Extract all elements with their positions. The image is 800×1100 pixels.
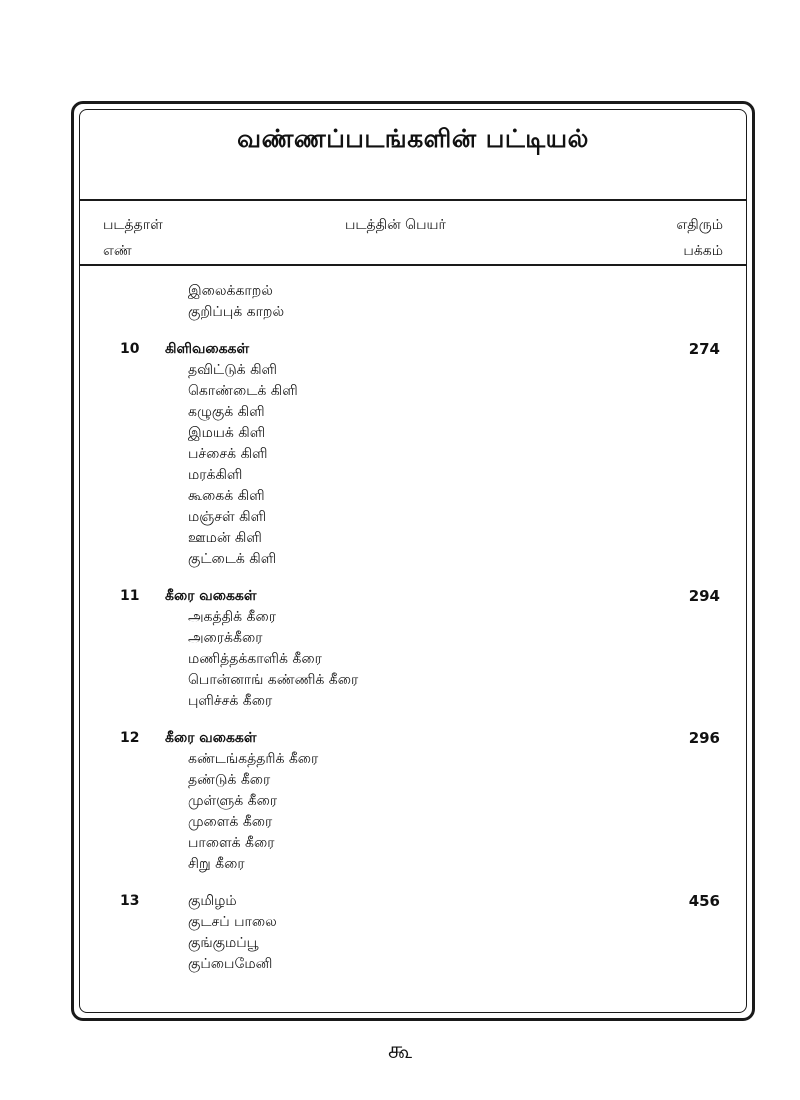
item-name: சிறு கீரை bbox=[188, 856, 245, 872]
item-name: குட்டைக் கிளி bbox=[188, 551, 277, 567]
list-item bbox=[0, 649, 800, 670]
list-item bbox=[0, 670, 800, 691]
list-item bbox=[0, 628, 800, 649]
list-item bbox=[0, 423, 800, 444]
plate-number: 12 bbox=[120, 730, 140, 746]
list-item bbox=[0, 360, 800, 381]
item-name: கூகைக் கிளி bbox=[188, 488, 265, 504]
list-item bbox=[0, 381, 800, 402]
column-header-facing-page bbox=[668, 212, 723, 264]
list-item bbox=[0, 281, 800, 302]
item-name: இமயக் கிளி bbox=[188, 425, 266, 441]
item-name: குறிப்புக் காறல் bbox=[188, 304, 285, 320]
header-top-rule bbox=[80, 199, 746, 201]
list-item bbox=[0, 812, 800, 833]
list-item bbox=[0, 444, 800, 465]
list-item bbox=[0, 607, 800, 628]
page-number: 294 bbox=[688, 587, 720, 605]
item-name: புளிச்சக் கீரை bbox=[188, 693, 273, 709]
list-item bbox=[0, 691, 800, 712]
column-header-facing-page-line2: பக்கம் bbox=[683, 243, 723, 259]
group-heading-row bbox=[0, 728, 800, 749]
item-name: பொன்னாங் கண்ணிக் கீரை bbox=[188, 672, 359, 688]
item-name: முள்ளுக் கீரை bbox=[188, 793, 278, 809]
group-heading: குமிழம் bbox=[188, 893, 237, 909]
item-name: கொண்டைக் கிளி bbox=[188, 383, 298, 399]
page-number: 296 bbox=[688, 729, 720, 747]
column-header-plate-number-line2: எண் bbox=[103, 243, 132, 259]
list-item bbox=[0, 507, 800, 528]
page-number: 274 bbox=[688, 340, 720, 358]
list-item bbox=[0, 770, 800, 791]
item-name: குப்பைமேனி bbox=[188, 956, 273, 972]
list-item bbox=[0, 402, 800, 423]
group-heading: கீரை வகைகள் bbox=[165, 588, 257, 604]
column-header-plate-number-line1: படத்தாள் bbox=[103, 217, 163, 233]
list-item bbox=[0, 791, 800, 812]
column-header-facing-page-line1: எதிரும் bbox=[676, 217, 723, 233]
plate-group-11 bbox=[0, 586, 800, 712]
list-item bbox=[0, 912, 800, 933]
list-item bbox=[0, 933, 800, 954]
list-item bbox=[0, 954, 800, 975]
list-item bbox=[0, 465, 800, 486]
group-heading: கிளிவகைகள் bbox=[165, 341, 250, 357]
list-item bbox=[0, 854, 800, 875]
plate-group-12 bbox=[0, 728, 800, 875]
page-title: வண்ணப்படங்களின் பட்டியல் bbox=[237, 124, 589, 153]
item-name: பச்சைக் கிளி bbox=[188, 446, 268, 462]
list-item bbox=[0, 549, 800, 570]
item-name: மணித்தக்காளிக் கீரை bbox=[188, 651, 322, 667]
item-name: இலைக்காறல் bbox=[188, 283, 273, 299]
plate-number: 13 bbox=[120, 893, 140, 909]
list-item bbox=[0, 833, 800, 854]
plate-group-13 bbox=[0, 891, 800, 975]
header-bottom-rule bbox=[80, 264, 746, 266]
plate-list bbox=[0, 281, 800, 991]
item-name: குடசப் பாலை bbox=[188, 914, 277, 930]
list-item bbox=[0, 302, 800, 323]
item-name: தண்டுக் கீரை bbox=[188, 772, 271, 788]
item-name: தவிட்டுக் கிளி bbox=[188, 362, 278, 378]
column-header-plate-number bbox=[103, 212, 163, 264]
list-item bbox=[0, 749, 800, 770]
item-name: அரைக்கீரை bbox=[188, 630, 263, 646]
list-item bbox=[0, 486, 800, 507]
page-number: 456 bbox=[688, 892, 720, 910]
item-name: முளைக் கீரை bbox=[188, 814, 273, 830]
list-item bbox=[0, 528, 800, 549]
item-name: மரக்கிளி bbox=[188, 467, 243, 483]
page-folio-number: கூ bbox=[387, 1036, 413, 1064]
item-name: ஊமன் கிளி bbox=[188, 530, 262, 546]
plate-number: 11 bbox=[120, 588, 140, 604]
item-name: மஞ்சள் கிளி bbox=[188, 509, 267, 525]
group-heading: கீரை வகைகள் bbox=[165, 730, 257, 746]
plate-number: 10 bbox=[120, 341, 140, 357]
item-name: அகத்திக் கீரை bbox=[188, 609, 276, 625]
group-heading-row bbox=[0, 586, 800, 607]
column-header-plate-name: படத்தின் பெயர் bbox=[345, 217, 446, 233]
item-name: கழுகுக் கிளி bbox=[188, 404, 265, 420]
item-name: பாளைக் கீரை bbox=[188, 835, 275, 851]
item-name: கண்டங்கத்தரிக் கீரை bbox=[188, 751, 319, 767]
group-heading-row bbox=[0, 891, 800, 912]
continued-group bbox=[0, 281, 800, 323]
plate-group-10 bbox=[0, 339, 800, 570]
group-heading-row bbox=[0, 339, 800, 360]
item-name: குங்குமப்பூ bbox=[188, 935, 259, 951]
